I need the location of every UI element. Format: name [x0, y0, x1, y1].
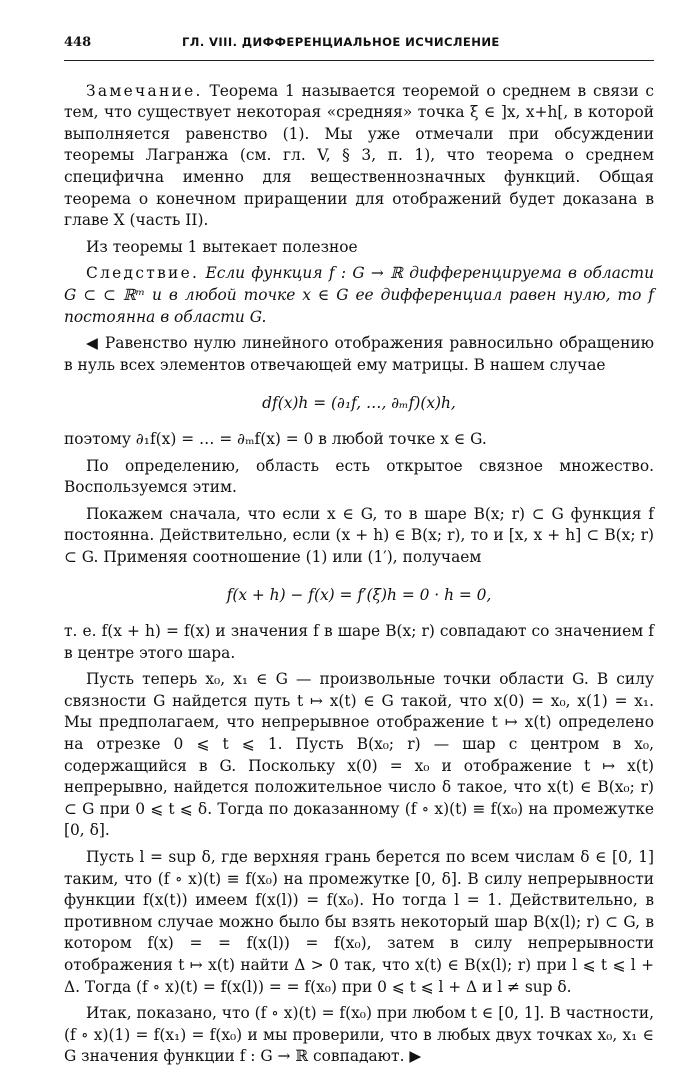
remark-text: Теорема 1 называется теоремой о среднем в связи с тем, что существует некоторая «средняя» точка ξ ∈ ]x, x+h[, в которой выполняется равенство (1). Мы уже отмечали при обсуждении теоремы Лагранжа (см. гл. V, § 3, п. 1), что теорема о среднем специфична именно для вещественнозначных функций. Общая теорема о конечном приращении для отображений будет доказана в главе X (часть II). — [64, 81, 654, 230]
proof-paragraph-6: Пусть теперь x₀, x₁ ∈ G — произвольные точки области G. В силу связности G найдется путь t ↦ x(t) ∈ G такой, что x(0) = x₀, x(1) = x₁. Мы предполагаем, что непрерывное отображение t ↦ x(t) определено на отрезке 0 ⩽ t ⩽ 1. Пусть B(x₀; r) — шар с центром в x₀, содержащийся в G. Поскольку x(0) = x₀ и отображение t ↦ x(t) непрерывно, найдется положительное число δ такое, что x(t) ∈ B(x₀; r) ⊂ G при 0 ⩽ t ⩽ δ. Тогда по доказанному (f ∘ x)(t) ≡ f(x₀) на промежутке [0, δ]. — [64, 670, 654, 840]
corollary-paragraph — [64, 263, 654, 328]
proof-paragraph-7: Пусть l = sup δ, где верхняя грань берется по всем числам δ ∈ [0, 1] таким, что (f ∘ x)(t) ≡ f(x₀) на промежутке [0, δ]. В силу непрерывности функции f(x(t)) имеем f(x(l)) = f(x₀). Но тогда l = 1. Действительно, в противном случае можно было бы взять некоторый шар B(x(l); r) ⊂ G, в котором f(x) = = f(x(l)) = f(x₀), затем в силу непрерывности отображения t ↦ x(t) найти Δ > 0 так, что x(t) ∈ B(x(l); r) при l ⩽ t ⩽ l + Δ. Тогда (f ∘ x)(t) = f(x(l)) = = f(x₀) при 0 ⩽ t ⩽ l + Δ и l ≠ sup δ. — [64, 848, 654, 996]
page — [64, 32, 654, 1073]
proof-start-icon: ◀ — [86, 334, 99, 353]
intro-paragraph: Из теоремы 1 вытекает полезное — [86, 237, 358, 256]
proof-text-1: Равенство нулю линейного отображения равносильно обращению в нуль всех элементов отвечающей ему матрицы. В нашем случае — [64, 334, 654, 374]
proof-end-icon: ▶ — [409, 1047, 422, 1066]
proof-paragraph-8 — [64, 1003, 654, 1068]
formula-differential: df(x)h = (∂₁f, …, ∂ₘf)(x)h, — [262, 394, 456, 413]
corollary-text: Если функция f : G → ℝ дифференцируема в области G ⊂ ⊂ ℝᵐ и в любой точке x ∈ G ее дифференциал равен нулю, то f постоянна в области G. — [64, 264, 654, 326]
page-number: 448 — [64, 35, 92, 50]
proof-paragraph-5: т. е. f(x + h) = f(x) и значения f в шаре B(x; r) совпадают со значением f в центре этого шара. — [64, 622, 655, 662]
proof-text-8: Итак, показано, что (f ∘ x)(t) = f(x₀) при любом t ∈ [0, 1]. В частности, (f ∘ x)(1) = f(x₁) = f(x₀) и мы проверили, что в любых двух точках x₀, x₁ ∈ G значения функции f : G → ℝ совпадают. — [64, 1004, 654, 1066]
proof-paragraph-2: поэтому ∂₁f(x) = … = ∂ₘf(x) = 0 в любой точке x ∈ G. — [64, 429, 487, 448]
running-title: ГЛ. VIII. ДИФФЕРЕНЦИАЛЬНОЕ ИСЧИСЛЕНИЕ — [182, 35, 500, 49]
formula-increment: f(x + h) − f(x) = f′(ξ)h = 0 · h = 0, — [226, 586, 492, 605]
remark-label: Замечание. — [86, 81, 203, 100]
proof-paragraph-3: По определению, область есть открытое связное множество. Воспользуемся этим. — [64, 456, 654, 497]
remark-paragraph — [64, 81, 654, 232]
proof-paragraph-1 — [64, 333, 654, 376]
proof-paragraph-4: Покажем сначала, что если x ∈ G, то в шаре B(x; r) ⊂ G функция f постоянна. Действительно, если (x + h) ∈ B(x; r), то и [x, x + h] ⊂ B(x; r) ⊂ G. Применяя соотношение (1) или (1′), получаем — [64, 504, 654, 566]
corollary-label: Следствие. — [86, 264, 200, 283]
running-header — [64, 32, 654, 61]
